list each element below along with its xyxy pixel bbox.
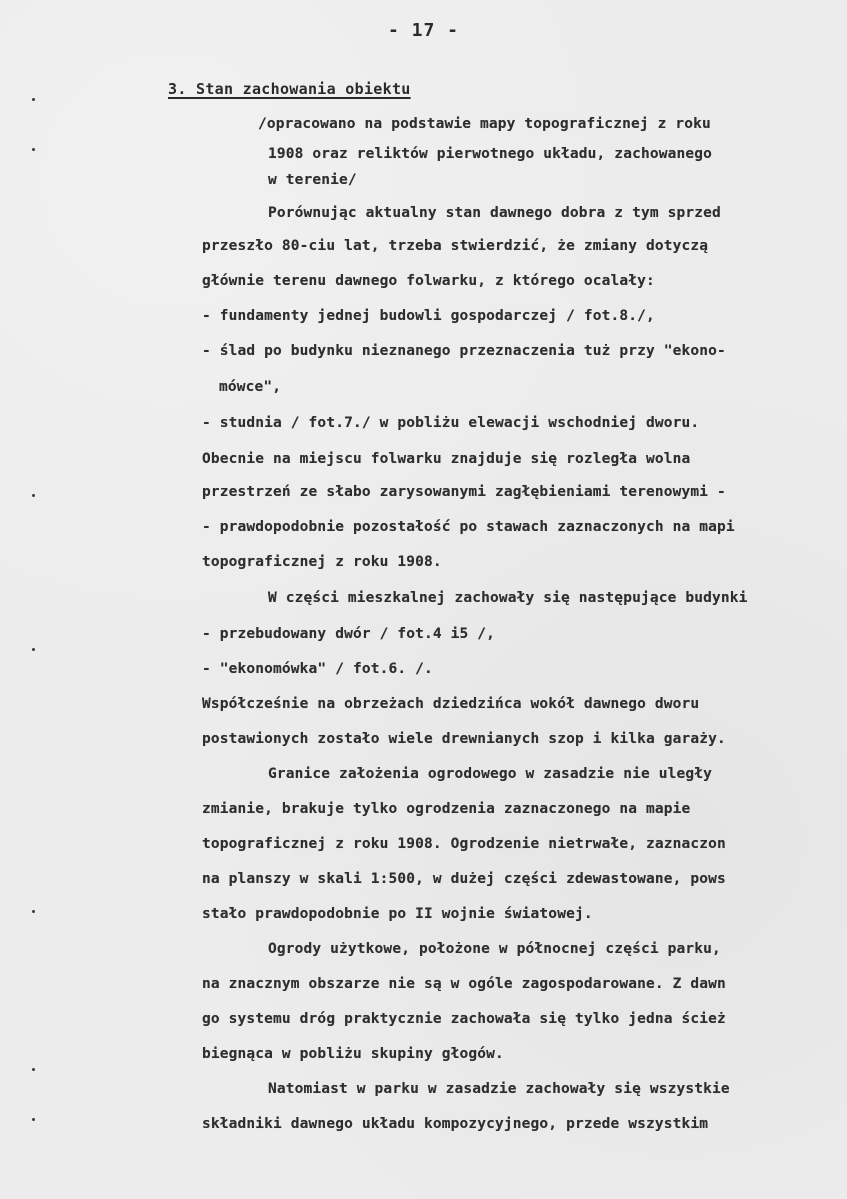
text-line: zmianie, brakuje tylko ogrodzenia zaznaczonego na mapie xyxy=(202,801,691,817)
margin-dot xyxy=(32,1068,35,1071)
text-line: Granice założenia ogrodowego w zasadzie nie uległy xyxy=(268,766,712,782)
section-heading: 3. Stan zachowania obiektu xyxy=(168,80,411,98)
text-line: 1908 oraz reliktów pierwotnego układu, zachowanego xyxy=(268,146,712,162)
margin-dot xyxy=(32,910,35,913)
text-line: - "ekonomówka" / fot.6. /. xyxy=(202,661,433,677)
text-line: topograficznej z roku 1908. Ogrodzenie nietrwałe, zaznaczon xyxy=(202,836,726,852)
text-line: głównie terenu dawnego folwarku, z którego ocalały: xyxy=(202,273,655,289)
text-line: W części mieszkalnej zachowały się następujące budynki xyxy=(268,590,748,606)
text-line: biegnąca w pobliżu skupiny głogów. xyxy=(202,1046,504,1062)
text-line: - prawdopodobnie pozostałość po stawach zaznaczonych na mapi xyxy=(202,519,735,535)
page-number: - 17 - xyxy=(387,20,460,41)
margin-dot xyxy=(32,494,35,497)
text-line: stało prawdopodobnie po II wojnie światowej. xyxy=(202,906,593,922)
text-line: na znacznym obszarze nie są w ogóle zagospodarowane. Z dawn xyxy=(202,976,726,992)
text-line: - przebudowany dwór / fot.4 i5 /, xyxy=(202,626,496,642)
text-line: przestrzeń ze słabo zarysowanymi zagłębieniami terenowymi - xyxy=(202,484,726,500)
text-line: Obecnie na miejscu folwarku znajduje się rozległa wolna xyxy=(202,451,691,467)
text-line: - studnia / fot.7./ w pobliżu elewacji wschodniej dworu. xyxy=(202,415,700,431)
text-line: go systemu dróg praktycznie zachowała się tylko jedna ścież xyxy=(202,1011,726,1027)
text-line: - fundamenty jednej budowli gospodarczej / fot.8./, xyxy=(202,308,655,324)
text-line: - ślad po budynku nieznanego przeznaczenia tuż przy "ekono- xyxy=(202,343,726,359)
text-line: na planszy w skali 1:500, w dużej części zdewastowane, pows xyxy=(202,871,726,887)
margin-dot xyxy=(32,1118,35,1121)
text-line: Porównując aktualny stan dawnego dobra z tym sprzed xyxy=(268,205,721,221)
text-line: składniki dawnego układu kompozycyjnego, przede wszystkim xyxy=(202,1116,709,1132)
margin-dot xyxy=(32,148,35,151)
text-line: Ogrody użytkowe, położone w północnej części parku, xyxy=(268,941,721,957)
margin-dot xyxy=(32,648,35,651)
text-line: topograficznej z roku 1908. xyxy=(202,554,442,570)
margin-dot xyxy=(32,98,35,101)
text-line: Natomiast w parku w zasadzie zachowały się wszystkie xyxy=(268,1081,730,1097)
text-line: postawionych zostało wiele drewnianych szop i kilka garaży. xyxy=(202,731,726,747)
text-line: przeszło 80-ciu lat, trzeba stwierdzić, że zmiany dotyczą xyxy=(202,238,709,254)
text-line: Współcześnie na obrzeżach dziedzińca wokół dawnego dworu xyxy=(202,696,700,712)
text-line: w terenie/ xyxy=(268,172,357,188)
text-line: mówce", xyxy=(219,379,282,395)
text-line: /opracowano na podstawie mapy topograficznej z roku xyxy=(258,116,711,132)
